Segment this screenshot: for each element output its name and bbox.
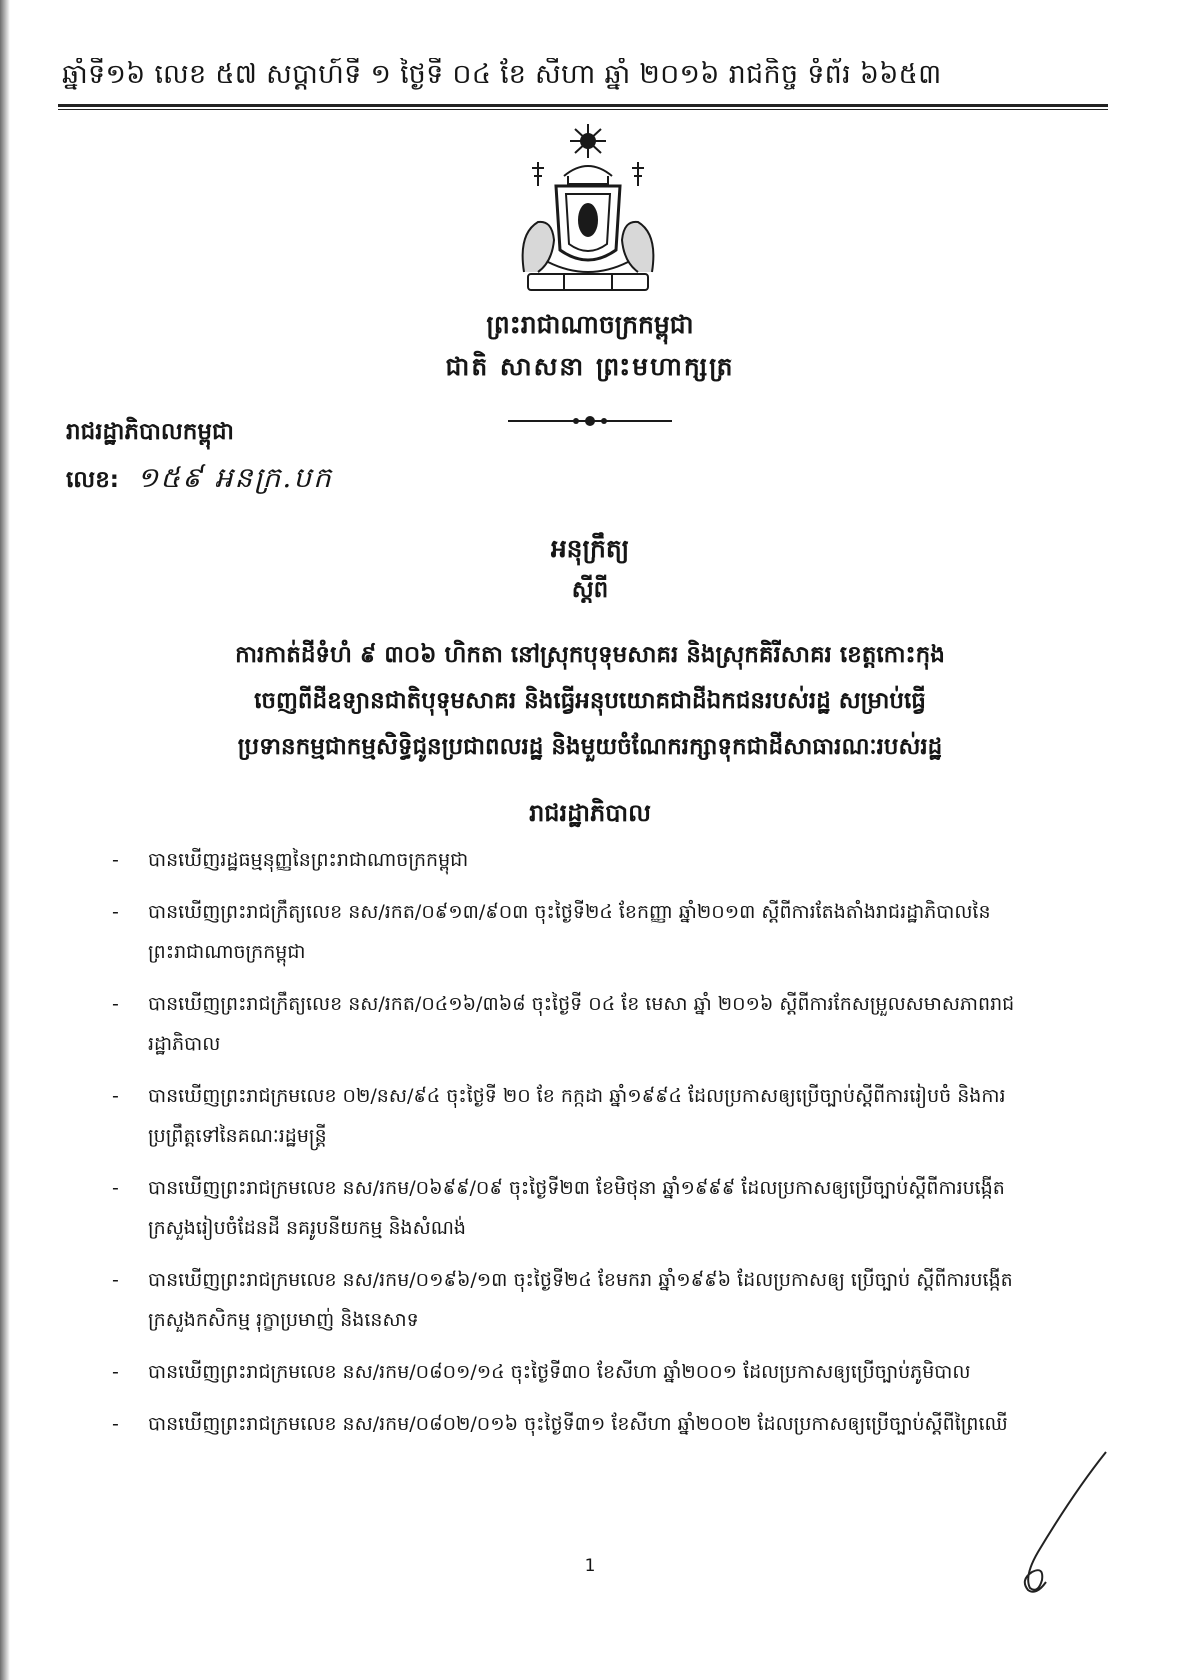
visa-item [112,1076,1042,1156]
visa-text: បានឃើញព្រះរាជក្រមលេខ នស/រកម/០៨០២/០១៦ ចុះថ្ងៃទី៣១ ខែសីហា ឆ្នាំ២០០២ ដែលប្រកាសឲ្យប្រើច្បាប់ស្តីពីព្រៃឈើ [148,1413,1008,1435]
page-number: 1 [584,1556,596,1576]
scan-edge [0,0,10,1680]
document-type: អនុក្រឹត្យ [550,534,630,563]
handwritten-number: ១៥៩ អនក្រ.បក [137,461,333,494]
kingdom-title: ព្រះរាជាណាចក្រកម្ពុជា [486,310,694,339]
visa-item [112,840,1042,880]
dash-marker: - [112,1269,119,1291]
visa-text: បានឃើញរដ្ឋធម្មនុញ្ញនៃព្រះរាជាណាចក្រកម្ពុជា [148,849,469,871]
visa-text: បានឃើញព្រះរាជក្រមលេខ នស/រកម/០៦៩៩/០៩ ចុះថ្ងៃទី២៣ ខែមិថុនា ឆ្នាំ១៩៩៩ ដែលប្រកាសឲ្យប្រើច្បាប់ស្តីពីការបង្កើតក្រសួងរៀបចំដែនដី នគរូបនីយកម្ម និងសំណង់ [148,1177,1005,1239]
subject-block [100,632,1080,770]
visa-item [112,892,1042,972]
header-divider [58,104,1108,110]
dash-marker: - [112,849,119,871]
subject-line: ការកាត់ដីទំហំ ៩ ៣០៦ ហិកតា នៅស្រុកបុទុមសាគរ និងស្រុកគិរីសាគរ ខេត្តកោះកុង [235,642,945,668]
about-label: ស្តីពី [571,577,609,603]
issuing-authority: រាជរដ្ឋាភិបាលកម្ពុជា [66,419,234,445]
subject-line: ចេញពីដីឧទ្យានជាតិបុទុមសាគរ និងធ្វើអនុបយោគជាដីឯកជនរបស់រដ្ឋ សម្រាប់ធ្វើ [254,688,926,714]
visa-item [112,984,1042,1064]
royal-coat-of-arms-icon [508,122,668,294]
dash-marker: - [112,993,119,1015]
visa-text: បានឃើញព្រះរាជក្រឹត្យលេខ នស/រកត/០៤១៦/៣៦៨ ចុះថ្ងៃទី ០៤ ខែ មេសា ឆ្នាំ ២០១៦ ស្តីពីការកែសម្រួលសមាសភាពរាជរដ្ឋាភិបាល [148,993,1015,1055]
visa-item [112,1260,1042,1340]
visa-item [112,1352,1042,1392]
dash-marker: - [112,901,119,923]
document-number [66,460,333,501]
number-label: លេខ: [66,467,119,493]
ornament-divider-icon [506,414,674,428]
national-motto: ជាតិ សាសនា ព្រះមហាក្សត្រ [445,352,735,381]
dash-marker: - [112,1085,119,1107]
visa-item [112,1404,1042,1444]
visa-text: បានឃើញព្រះរាជក្រមលេខ នស/រកម/០៨០១/១៤ ចុះថ្ងៃទី៣០ ខែសីហា ឆ្នាំ២០០១ ដែលប្រកាសឲ្យប្រើច្បាប់ភូមិបាល [148,1361,971,1383]
visa-text: បានឃើញព្រះរាជក្រមលេខ ០២/នស/៩៤ ចុះថ្ងៃទី ២០ ខែ កក្កដា ឆ្នាំ១៩៩៤ ដែលប្រកាសឲ្យប្រើច្បាប់ស្តីពីការរៀបចំ និងការប្រព្រឹត្តទៅនៃគណៈរដ្ឋមន្ត្រី [148,1085,1006,1147]
subject-line: ប្រទានកម្មជាកម្មសិទ្ធិជូនប្រជាពលរដ្ឋ និងមួយចំណែករក្សាទុកជាដីសាធារណៈរបស់រដ្ឋ [237,734,943,760]
gazette-header: ឆ្នាំទី១៦ លេខ ៥៧ សប្តាហ៍ទី ១ ថ្ងៃទី ០៤ ខែ សីហា ឆ្នាំ ២០១៦ រាជកិច្ច ទំព័រ ៦៦៥៣ [62,59,942,90]
visa-list [112,840,1042,1456]
government-heading: រាជរដ្ឋាភិបាល [529,799,651,827]
visa-text: បានឃើញព្រះរាជក្រឹត្យលេខ នស/រកត/០៩១៣/៩០៣ ចុះថ្ងៃទី២៤ ខែកញ្ញា ឆ្នាំ២០១៣ ស្តីពីការតែងតាំងរាជរដ្ឋាភិបាលនៃព្រះរាជាណាចក្រកម្ពុជា [148,901,991,963]
visa-item [112,1168,1042,1248]
signature-icon [980,1448,1110,1598]
dash-marker: - [112,1361,119,1383]
dash-marker: - [112,1177,119,1199]
visa-text: បានឃើញព្រះរាជក្រមលេខ នស/រកម/០១៩៦/១៣ ចុះថ្ងៃទី២៤ ខែមករា ឆ្នាំ១៩៩៦ ដែលប្រកាសឲ្យ ប្រើច្បាប់ ស្តីពីការបង្កើតក្រសួងកសិកម្ម រុក្ខាប្រមាញ់ និងនេសាទ [148,1269,1013,1331]
dash-marker: - [112,1413,119,1435]
